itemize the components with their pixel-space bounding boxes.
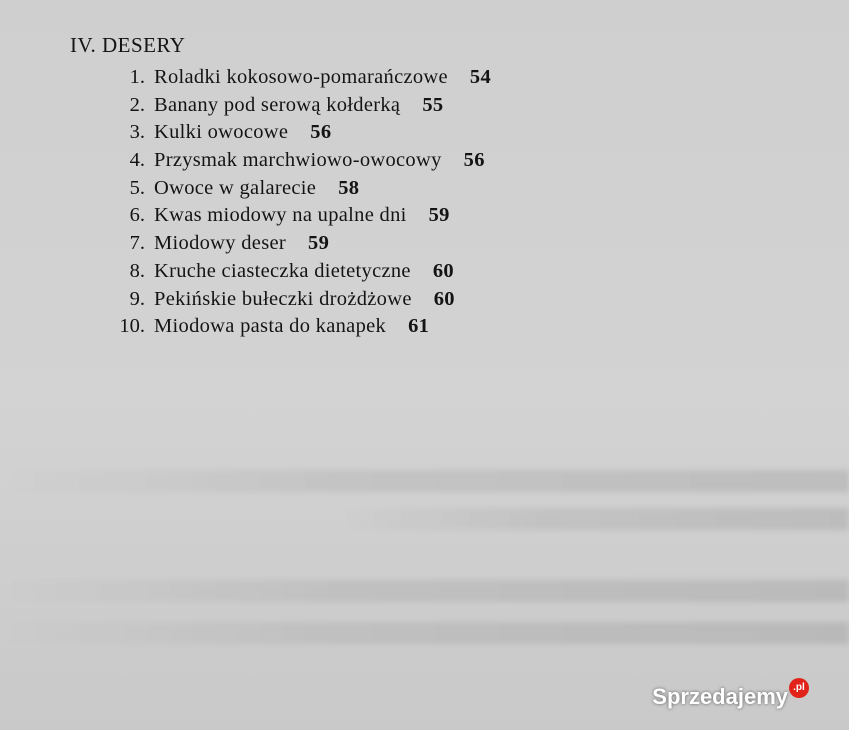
entry-title: Miodowy deser <box>154 232 287 255</box>
toc-entry <box>0 258 849 286</box>
watermark-text: Sprzedajemy <box>652 684 788 709</box>
entry-title: Miodowa pasta do kanapek <box>154 315 387 338</box>
entry-title: Przysmak marchwiowo-owocowy <box>154 149 442 172</box>
toc-entry <box>0 119 849 147</box>
entry-page-number: 56 <box>463 149 485 172</box>
toc-entry <box>0 147 849 175</box>
entry-title-line <box>154 258 454 286</box>
entry-page-number: 60 <box>432 259 454 282</box>
toc-entry <box>0 92 849 120</box>
entry-title-line <box>154 147 485 175</box>
entry-number: 7. <box>129 232 145 255</box>
table-of-contents <box>0 64 849 341</box>
entry-title: Owoce w galarecie <box>154 176 317 199</box>
watermark-badge: .pl <box>789 678 809 698</box>
entry-number: 6. <box>129 204 145 227</box>
bleed-through-line <box>340 508 849 530</box>
entry-title-line <box>154 92 443 120</box>
entry-title: Kwas miodowy na upalne dni <box>154 204 407 227</box>
bleed-through-line <box>0 470 849 492</box>
toc-entry <box>0 230 849 258</box>
entry-page-number: 60 <box>433 287 455 310</box>
entry-number: 4. <box>129 149 145 172</box>
entry-number: 10. <box>119 315 145 338</box>
bleed-through-line <box>0 580 849 602</box>
entry-title-line <box>154 175 359 203</box>
entry-number: 2. <box>129 93 145 116</box>
entry-title-line <box>154 313 429 341</box>
toc-entry <box>0 175 849 203</box>
entry-page-number: 59 <box>308 232 330 255</box>
entry-title-line <box>154 119 331 147</box>
entry-title-line <box>154 64 491 92</box>
entry-number: 9. <box>129 287 145 310</box>
entry-number: 1. <box>129 66 145 88</box>
entry-page-number: 54 <box>469 66 492 88</box>
entry-number: 8. <box>129 259 145 282</box>
entry-page-number: 61 <box>408 315 430 338</box>
toc-entry <box>0 202 849 230</box>
entry-number: 3. <box>129 121 145 144</box>
entry-title: Pekińskie bułeczki drożdżowe <box>154 287 412 310</box>
watermark-logo <box>652 684 809 710</box>
entry-title: Banany pod serową kołderką <box>154 93 401 116</box>
entry-number: 5. <box>129 176 145 199</box>
entry-page-number: 59 <box>428 204 450 227</box>
bleed-through-line <box>0 622 849 644</box>
entry-title: Kruche ciasteczka dietetyczne <box>154 259 411 282</box>
toc-entry <box>0 313 849 341</box>
section-title: IV. DESERY <box>70 33 186 57</box>
entry-title: Kulki owocowe <box>154 121 289 144</box>
entry-title-line <box>154 230 329 258</box>
entry-page-number: 56 <box>310 121 332 144</box>
toc-entry <box>0 64 849 92</box>
entry-page-number: 55 <box>422 93 444 116</box>
entry-title-line <box>154 286 455 314</box>
toc-entry <box>0 286 849 314</box>
entry-page-number: 58 <box>338 176 360 199</box>
entry-title-line <box>154 202 450 230</box>
entry-title: Roladki kokosowo-pomarańczowe <box>154 66 448 88</box>
